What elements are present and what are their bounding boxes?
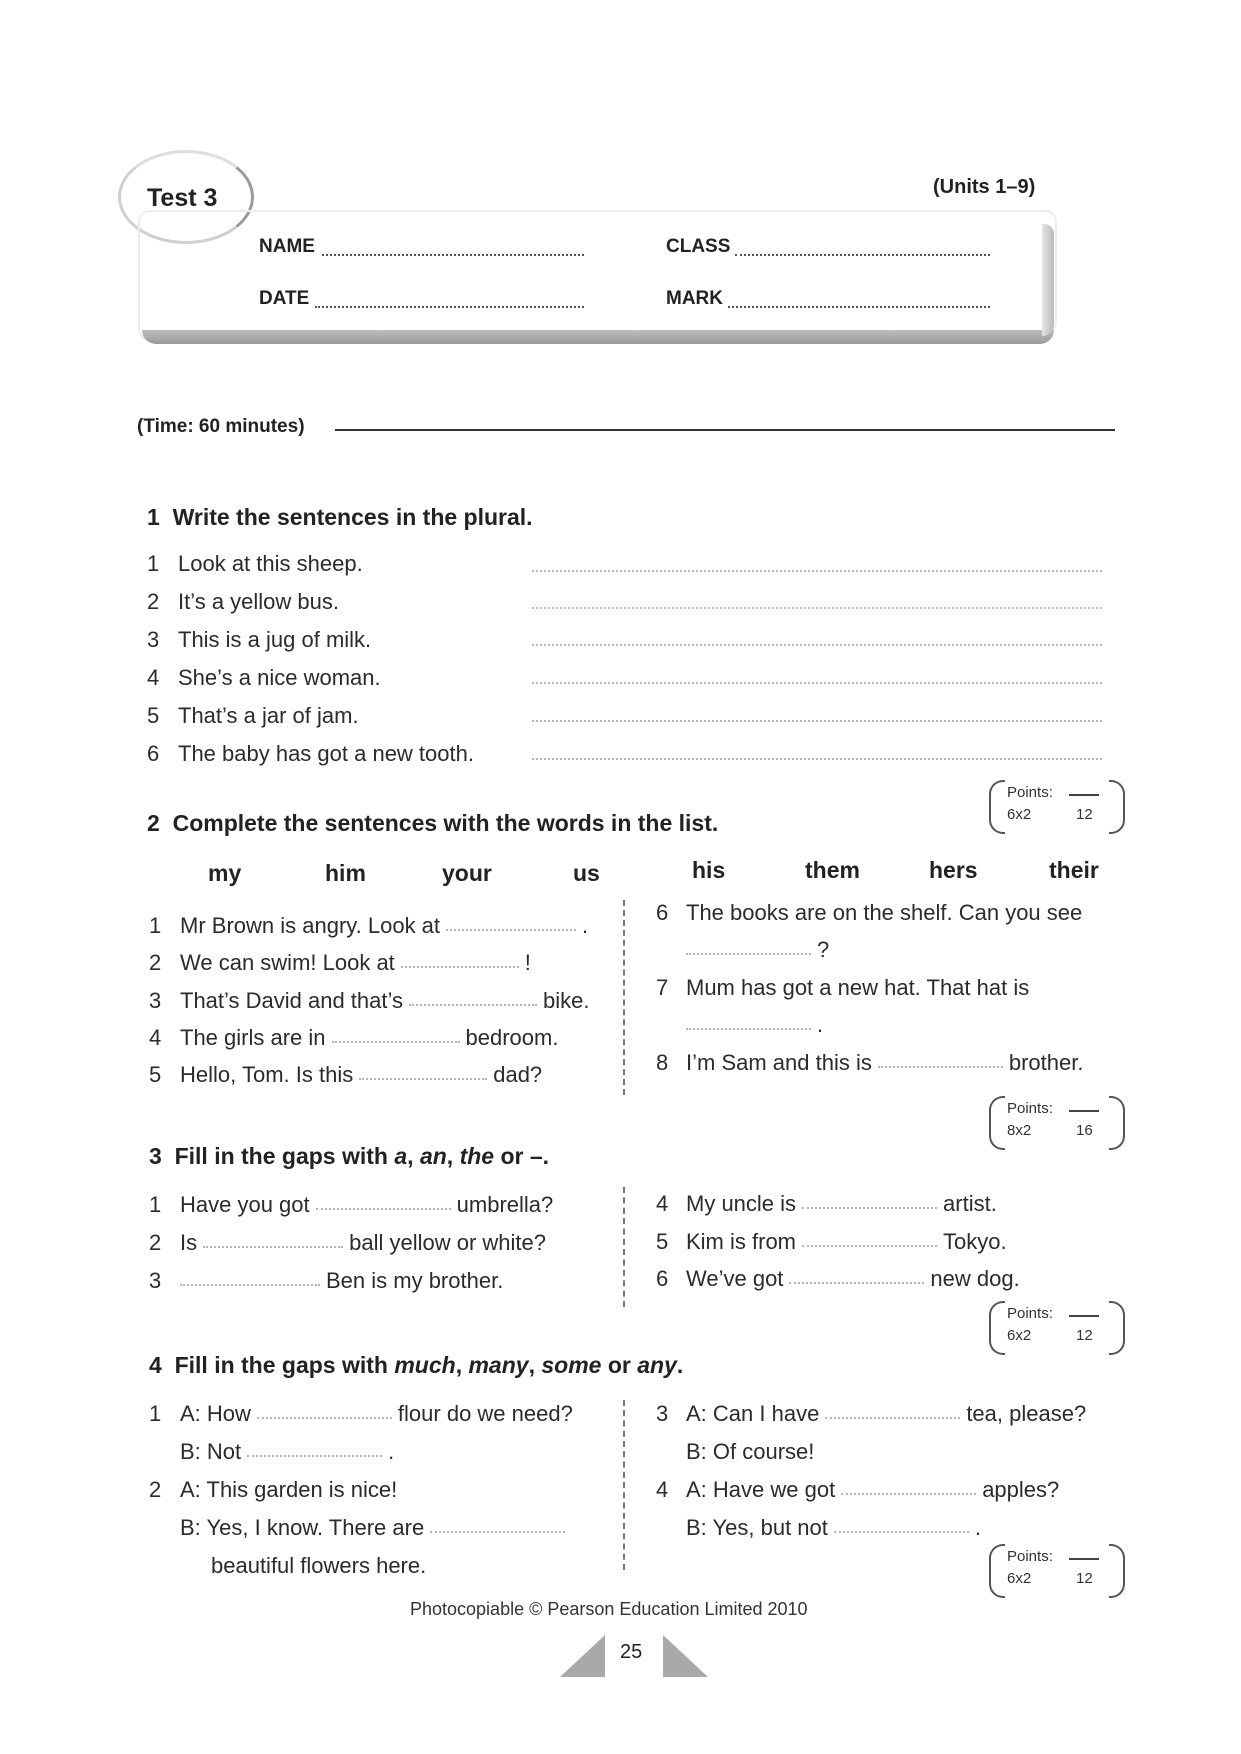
item-number: 4 <box>147 665 160 690</box>
item-number: 4 <box>656 1477 669 1502</box>
section-4-title: 4 Fill in the gaps with much, many, some or any. <box>149 1352 684 1378</box>
sentence: The girls are in bedroom. <box>180 1025 559 1050</box>
item-number: 4 <box>149 1025 162 1050</box>
points-total: 12 <box>1076 1570 1093 1587</box>
sentence: Kim is from Tokyo. <box>686 1229 1007 1254</box>
dialogue-line: A: How flour do we need? <box>180 1401 573 1426</box>
answer-line[interactable] <box>532 570 1102 572</box>
gap[interactable] <box>247 1455 382 1457</box>
points-total: 12 <box>1076 806 1093 823</box>
gap[interactable] <box>834 1531 969 1533</box>
gap[interactable] <box>686 1028 811 1030</box>
time-rule <box>335 429 1115 431</box>
item-number: 5 <box>656 1229 669 1254</box>
page-number: 25 <box>620 1641 643 1663</box>
sentence: We’ve got new dog. <box>686 1266 1020 1291</box>
test-title: Test 3 <box>147 184 218 212</box>
column-divider <box>623 900 625 1095</box>
section-1-title <box>147 504 533 531</box>
item-number: 1 <box>149 1192 162 1217</box>
section-2-title <box>147 810 718 837</box>
points-calc: 8x2 <box>1007 1122 1032 1139</box>
date-field[interactable] <box>315 306 584 308</box>
units-label: (Units 1–9) <box>933 176 1036 198</box>
points-label: Points: <box>1007 784 1053 801</box>
mark-label: MARK <box>666 288 723 309</box>
sentence: I’m Sam and this is brother. <box>686 1050 1084 1075</box>
dialogue-line: B: Yes, but not . <box>686 1515 982 1540</box>
gap[interactable] <box>359 1078 487 1080</box>
class-field[interactable] <box>735 254 990 256</box>
gap[interactable] <box>430 1531 565 1533</box>
page-tab-right-shape <box>663 1635 708 1677</box>
dialogue-line: A: Can I have tea, please? <box>686 1401 1087 1426</box>
sentence: Look at this sheep. <box>178 551 363 576</box>
time-limit: (Time: 60 minutes) <box>137 416 305 437</box>
points-box <box>1007 782 1107 828</box>
sentence: That’s David and that’s bike. <box>180 988 590 1013</box>
sentence: It’s a yellow bus. <box>178 589 340 614</box>
section-3-title: 3 Fill in the gaps with a, an, the or –. <box>149 1143 550 1169</box>
sentence: Is ball yellow or white? <box>180 1230 546 1255</box>
class-label: CLASS <box>666 236 731 257</box>
item-number: 3 <box>147 627 160 652</box>
section-2-instruction: Complete the sentences with the words in the list. <box>172 810 719 836</box>
points-label: Points: <box>1007 1305 1053 1322</box>
item-number: 1 <box>147 551 160 576</box>
word-us: us <box>573 860 600 886</box>
gap[interactable] <box>257 1417 392 1419</box>
dialogue-line: B: Of course! <box>686 1439 815 1464</box>
word-your: your <box>442 860 492 886</box>
word-him: him <box>325 860 366 886</box>
item-number: 4 <box>656 1191 669 1216</box>
gap[interactable] <box>316 1208 451 1210</box>
gap[interactable] <box>686 953 811 955</box>
sentence: Ben is my brother. <box>180 1268 503 1294</box>
column-divider <box>623 1400 625 1570</box>
dialogue-line: B: Not . <box>180 1439 395 1464</box>
points-box <box>1007 1303 1107 1349</box>
sentence: This is a jug of milk. <box>178 627 372 652</box>
answer-line[interactable] <box>532 682 1102 684</box>
points-total: 12 <box>1076 1327 1093 1344</box>
answer-line[interactable] <box>532 758 1102 760</box>
word-them: them <box>805 857 860 883</box>
points-label: Points: <box>1007 1548 1053 1565</box>
item-number: 3 <box>656 1401 669 1426</box>
sentence: The books are on the shelf. Can you see <box>686 900 1083 925</box>
copyright-footer: Photocopiable © Pearson Education Limited 2010 <box>410 1599 808 1619</box>
gap[interactable] <box>789 1282 924 1284</box>
page-tab-left-shape <box>560 1635 605 1677</box>
gap[interactable] <box>802 1207 937 1209</box>
word-my: my <box>208 860 242 886</box>
gap[interactable] <box>332 1041 460 1043</box>
item-number: 1 <box>149 913 162 938</box>
sentence: That’s a jar of jam. <box>178 703 359 728</box>
points-box <box>1007 1098 1107 1144</box>
gap[interactable] <box>446 929 576 931</box>
word-hers: hers <box>929 857 978 883</box>
item-number: 3 <box>149 1268 162 1293</box>
points-calc: 6x2 <box>1007 1570 1032 1587</box>
item-number: 5 <box>149 1062 162 1087</box>
gap[interactable] <box>203 1246 343 1248</box>
item-number: 3 <box>149 988 162 1013</box>
item-number: 2 <box>147 589 160 614</box>
section-4-number: 4 <box>149 1352 162 1378</box>
column-divider <box>623 1187 625 1307</box>
gap[interactable] <box>878 1066 1003 1068</box>
item-number: 6 <box>147 741 160 766</box>
sentence: She’s a nice woman. <box>178 665 381 690</box>
dialogue-line: A: Have we got apples? <box>686 1477 1060 1502</box>
sentence: Have you got umbrella? <box>180 1192 554 1217</box>
name-field[interactable] <box>322 254 584 256</box>
gap[interactable] <box>802 1245 937 1247</box>
item-number: 6 <box>656 900 669 925</box>
points-box <box>1007 1546 1107 1592</box>
dialogue-line: B: Yes, I know. There are <box>180 1515 571 1541</box>
mark-field[interactable] <box>728 306 990 308</box>
info-box-shadow-side <box>1042 224 1054 336</box>
item-number: 7 <box>656 975 669 1000</box>
student-info-box <box>138 210 1057 342</box>
gap[interactable] <box>180 1284 320 1286</box>
sentence: My uncle is artist. <box>686 1191 997 1216</box>
sentence: We can swim! Look at ! <box>180 950 531 975</box>
item-number: 8 <box>656 1050 669 1075</box>
item-number: 2 <box>149 1477 162 1502</box>
item-number: 1 <box>149 1401 162 1426</box>
gap[interactable] <box>401 966 519 968</box>
name-label: NAME <box>259 236 315 257</box>
sentence: Hello, Tom. Is this dad? <box>180 1062 543 1087</box>
item-number: 2 <box>149 950 162 975</box>
word-his: his <box>692 857 726 883</box>
dialogue-line: A: This garden is nice! <box>180 1477 398 1502</box>
word-their: their <box>1049 857 1099 883</box>
item-number: 5 <box>147 703 160 728</box>
gap[interactable] <box>409 1004 537 1006</box>
answer-line[interactable] <box>532 644 1102 646</box>
points-label: Points: <box>1007 1100 1053 1117</box>
info-box-shadow <box>142 330 1054 344</box>
points-calc: 6x2 <box>1007 1327 1032 1344</box>
item-number: 6 <box>656 1266 669 1291</box>
item-number: 2 <box>149 1230 162 1255</box>
sentence-cont: ? <box>686 937 829 963</box>
gap[interactable] <box>841 1493 976 1495</box>
sentence: Mr Brown is angry. Look at . <box>180 913 589 938</box>
sentence: Mum has got a new hat. That hat is <box>686 975 1030 1000</box>
date-label: DATE <box>259 288 310 309</box>
section-2-number: 2 <box>147 810 160 836</box>
section-3-number: 3 <box>149 1143 162 1169</box>
dialogue-line: beautiful flowers here. <box>211 1553 427 1578</box>
gap[interactable] <box>825 1417 960 1419</box>
points-calc: 6x2 <box>1007 806 1032 823</box>
answer-line[interactable] <box>532 607 1102 609</box>
sentence: The baby has got a new tooth. <box>178 741 474 766</box>
sentence-cont: . <box>686 1012 823 1038</box>
answer-line[interactable] <box>532 720 1102 722</box>
section-1-number: 1 <box>147 504 160 530</box>
points-total: 16 <box>1076 1122 1093 1139</box>
section-1-instruction: Write the sentences in the plural. <box>172 504 533 530</box>
